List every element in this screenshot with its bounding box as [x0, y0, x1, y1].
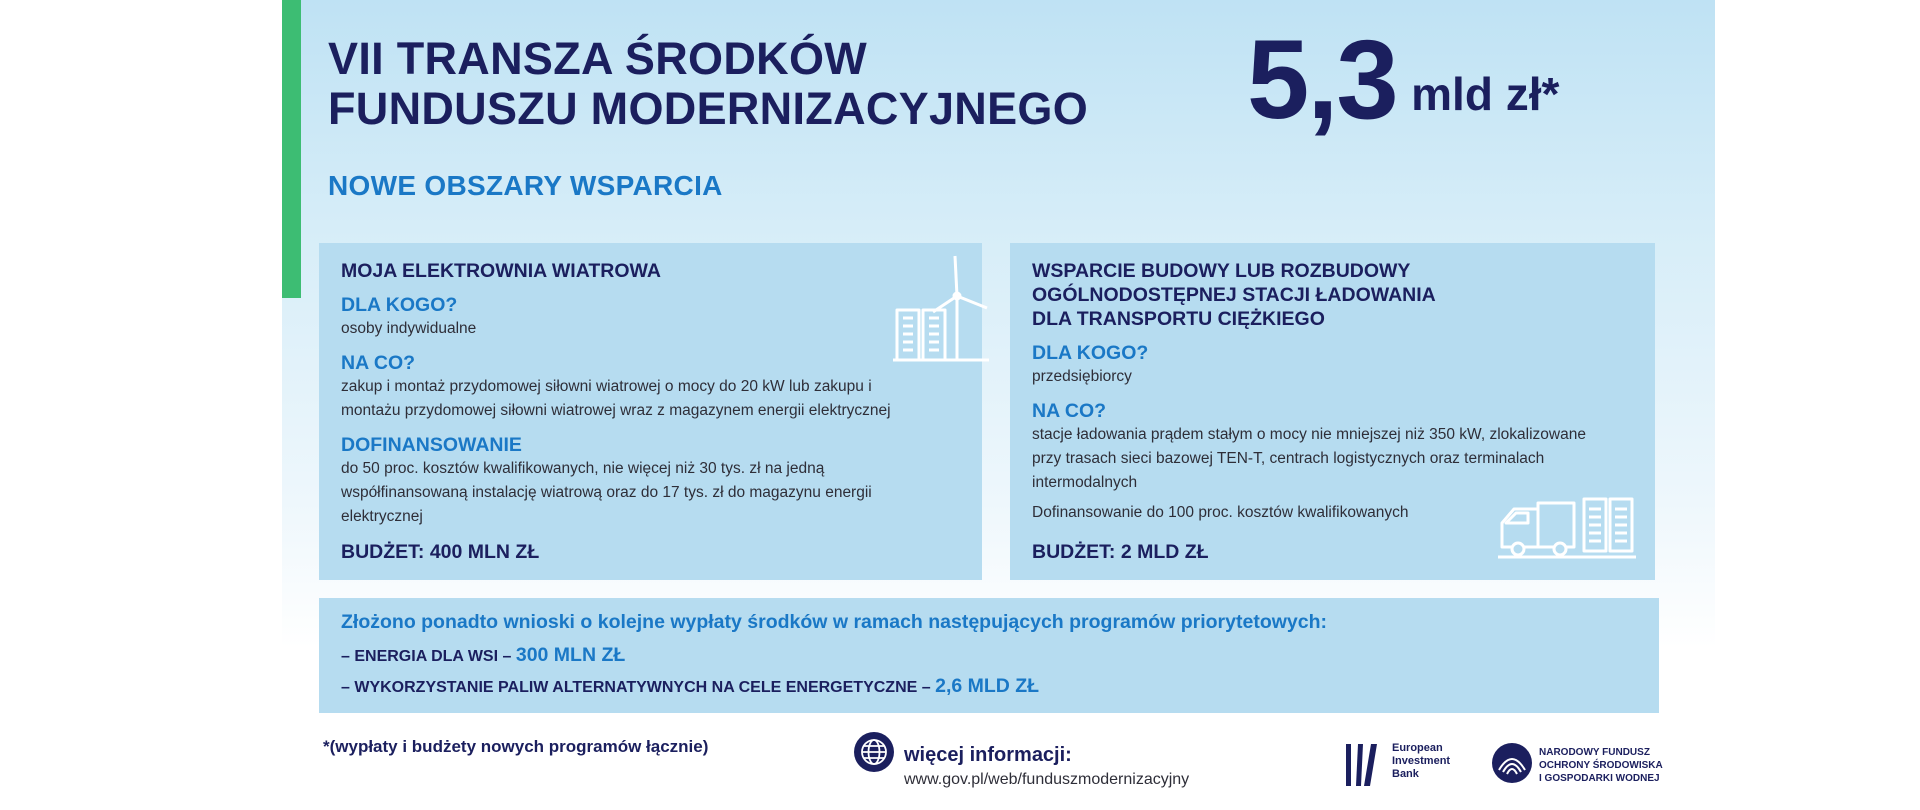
more-info-link[interactable]: www.gov.pl/web/funduszmodernizacyjny [904, 771, 1190, 788]
program-card-charging [1010, 243, 1655, 580]
nfosigw-logo-icon [1491, 742, 1533, 784]
card-title-line-1: WSPARCIE BUDOWY LUB ROZBUDOWY [1032, 260, 1411, 282]
total-amount [1247, 17, 1560, 142]
priority-item-fuels [341, 675, 1039, 698]
who-label: DLA KOGO? [341, 294, 458, 316]
card-title-line-2: OGÓLNODOSTĘPNEJ STACJI ŁADOWANIA [1032, 284, 1436, 306]
priority-item-value: 2,6 MLD ZŁ [935, 675, 1040, 697]
priority-item-label: – WYKORZYSTANIE PALIW ALTERNATYWNYCH NA CELE ENERGETYCZNE – [341, 679, 936, 696]
what-text-line-2: przy trasach sieci bazowej TEN-T, centrach logistycznych oraz terminalach [1032, 450, 1545, 467]
title-line-1: VII TRANSZA ŚRODKÓW [328, 33, 868, 84]
card-title-line-3: DLA TRANSPORTU CIĘŻKIEGO [1032, 308, 1325, 330]
eib-line-3: Bank [1392, 768, 1419, 780]
nf-line-3: I GOSPODARKI WODNEJ [1539, 773, 1660, 784]
subtitle: NOWE OBSZARY WSPARCIA [328, 170, 723, 201]
what-label: NA CO? [341, 352, 416, 374]
poster [282, 0, 1715, 810]
funding-text-line-2: współfinansowaną instalację wiatrową oraz do 17 tys. zł do magazynu energii [341, 484, 872, 501]
what-text-line-3: intermodalnych [1032, 474, 1138, 491]
more-info-label: więcej informacji: [904, 744, 1072, 766]
funding-text-line-3: elektrycznej [341, 508, 423, 525]
priority-heading: Złożono ponadto wnioski o kolejne wypłaty środków w ramach następujących programów priorytetowych: [341, 611, 1327, 633]
what-text-line-2: montażu przydomowej siłowni wiatrowej wraz z magazynem energii elektrycznej [341, 402, 891, 419]
card-title: MOJA ELEKTROWNIA WIATROWA [341, 260, 661, 282]
eib-line-1: European [1392, 742, 1443, 754]
eib-logo-icon [1344, 742, 1388, 788]
funding-label: DOFINANSOWANIE [341, 434, 522, 456]
priority-item-label: – ENERGIA DLA WSI – [341, 648, 516, 665]
page-title [328, 34, 1088, 134]
budget: BUDŻET: 400 MLN ZŁ [341, 541, 540, 563]
what-label: NA CO? [1032, 400, 1107, 422]
card-title [1032, 259, 1635, 331]
nf-line-1: NARODOWY FUNDUSZ [1539, 747, 1650, 758]
what-text-line-1: zakup i montaż przydomowej siłowni wiatrowej o mocy do 20 kW lub zakupu i [341, 378, 872, 395]
priority-item-value: 300 MLN ZŁ [515, 644, 626, 666]
eib-logo-text [1392, 742, 1450, 781]
funding-text-line-1: do 50 proc. kosztów kwalifikowanych, nie więcej niż 30 tys. zł na jedną [341, 460, 825, 477]
accent-bar [282, 0, 301, 298]
who-label: DLA KOGO? [1032, 342, 1149, 364]
what-text-line-1: stacje ładowania prądem stałym o mocy nie mniejszej niż 350 kW, zlokalizowane [1032, 426, 1586, 443]
amount-value: 5,3 [1247, 17, 1397, 142]
budget: BUDŻET: 2 MLD ZŁ [1032, 541, 1209, 563]
who-text: osoby indywidualne [341, 320, 477, 337]
amount-unit: mld zł* [1411, 68, 1560, 120]
who-text: przedsiębiorcy [1032, 368, 1132, 385]
globe-icon [853, 731, 895, 773]
nf-line-2: OCHRONY ŚRODOWISKA [1539, 760, 1663, 771]
eib-line-2: Investment [1392, 755, 1451, 767]
nfosigw-logo-text [1539, 746, 1663, 785]
title-line-2: FUNDUSZU MODERNIZACYJNEGO [328, 83, 1089, 134]
footnote: *(wypłaty i budżety nowych programów łącznie) [323, 737, 709, 756]
priority-programs [319, 598, 1659, 713]
program-card-wind [319, 243, 982, 580]
truck-charging-icon [1498, 493, 1638, 561]
funding-text: Dofinansowanie do 100 proc. kosztów kwalifikowanych [1032, 504, 1409, 521]
wind-turbine-icon [891, 252, 991, 364]
priority-item-energy [341, 644, 625, 667]
